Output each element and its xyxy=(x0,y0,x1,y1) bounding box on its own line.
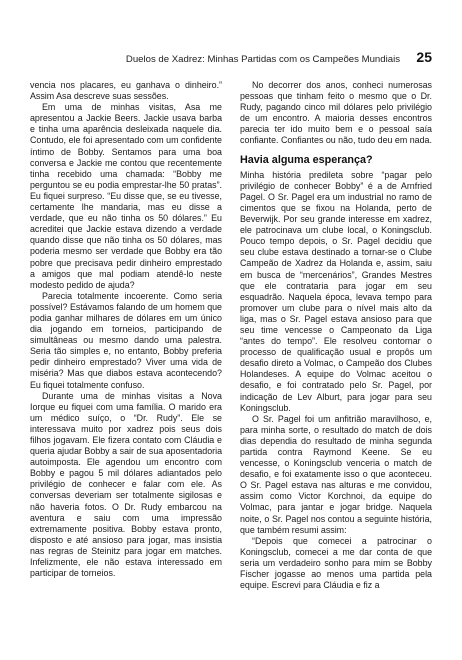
paragraph: O Sr. Pagel foi um anfitrião maravilhoso, e, para minha sorte, o resultado do match de dois dias dependia do resultado de minha segunda partida contra Raymond Keene. Se eu vencesse, o Koningsclub venceria o match de desafio, e foi exatamente isso o que aconteceu. O Sr. Pagel estava nas alturas e me convidou, assim como Victor Korchnoi, da equipe do Volmac, para jantar e jogar bridge. Naquela noite, o Sr. Pagel nos contou a seguinte história, que também resumi assim: xyxy=(240,413,432,535)
paragraph: Parecia totalmente incoerente. Como seria possível? Estávamos falando de um homem que podia ganhar milhares de dólares em um único dia jogando em torneios, participando de simultâneas ou mesmo dando uma palestra. Seria tão simples e, no entanto, Bobby preferia pedir dinheiro emprestado? Viver uma vida de miséria? Mas que diabos estava acontecendo? Eu fiquei totalmente confuso. xyxy=(30,290,222,390)
running-head: Duelos de Xadrez: Minhas Partidas com os Campeões Mundiais xyxy=(125,54,400,65)
right-column xyxy=(240,80,432,591)
paragraph: Em uma de minhas visitas, Asa me apresentou a Jackie Beers. Jackie usava barba e tinha uma aparência desleixada naquele dia. Contudo, ele foi apresentado com um confidente íntimo de Bobby. Sentamos para uma boa conversa e Jackie me contou que recentemente tinha recebido uma chamada: “Bobby me perguntou se eu podia emprestar-lhe 50 pratas”. Eu fiquei surpreso. “Eu disse que, se eu tivesse, certamente lhe mandaria, mas eu disse a verdade, que eu não tinha os 50 dólares.” Eu acreditei que Jackie estava dizendo a verdade quando disse que não tinha os 50 dólares, mas poderia mesmo ser verdade que Bobby era tão pobre que precisava pedir dinheiro emprestado a amigos que mal podiam atendê-lo neste modesto pedido de ajuda? xyxy=(30,102,222,290)
paragraph: “Depois que comecei a patrocinar o Koningsclub, comecei a me dar conta de que seria um verdadeiro sonho para mim se Bobby Fischer jogasse ao menos uma partida pela equipe. Escrevi para Cláudia e fiz a xyxy=(240,535,432,591)
page-number: 25 xyxy=(416,49,432,65)
paragraph: Durante uma de minhas visitas a Nova Iorque eu fiquei com uma família. O marido era um médico suíço, o “Dr. Rudy”. Ele se interessava muito por xadrez pois seus dois filhos jogavam. Ele fizera contato com Cláudia e queria ajudar Bobby a sair de sua aposentadoria autoimposta. Ele agendou um encontro com Bobby e pagou 5 mil dólares adiantados pelo privilégio de conhecer e falar com ele. As conversas deveriam ser totalmente sigilosas e não haveria fotos. O Dr. Rudy embarcou na aventura e saiu com uma impressão extremamente positiva. Bobby estava pronto, disposto e até ansioso para jogar, mas insistia nas regras de Steinitz para jogar em matches. Infelizmente, ele não estava interessado em participar de torneios. xyxy=(30,390,222,579)
section-heading: Havia alguma esperança? xyxy=(240,153,373,166)
paragraph: vencia nos placares, eu ganhava o dinheiro.” Assim Asa descreve suas sessões. xyxy=(30,80,222,102)
paragraph: No decorrer dos anos, conheci numerosas pessoas que tinham feito o mesmo que o Dr. Rudy, pagando cinco mil dólares pelo privilégio de um encontro. A maioria desses encontros parecia ter ido muito bem e o pessoal saía confiante. Confiantes ou não, tudo deu em nada. xyxy=(240,80,432,146)
left-column xyxy=(30,80,222,579)
paragraph: Minha história predileta sobre “pagar pelo privilégio de conhecer Bobby” é a de Arnfried Pagel. O Sr. Pagel era um industrial no ramo de cimentos que se fixou na Holanda, perto de Beverwijk. Por seu grande interesse em xadrez, ele patrocinava um clube local, o Koningsclub. Pouco tempo depois, o Sr. Pagel decidiu que seu clube estava destinado a tornar-se o Clube Campeão de Xadrez da Holanda e, assim, saiu em busca de “mercenários”, Grandes Mestres que ele contrataria para jogar em seu esquadrão. Naquela época, levava tempo para promover um clube para o nível mais alto da liga, mas o Sr. Pagel estava ansioso para que seu time vencesse o Campeonato da Liga “antes do tempo”. Ele resolveu contornar o processo de qualificação usual e propôs um desafio direto a Volmac, o Campeão dos Clubes Holandeses. A equipe do Volmac aceitou o desafio, e foi contratado pelo Sr. Pagel, por indicação de Lev Alburt, para jogar para seu Koningsclub. xyxy=(240,169,432,413)
page-header xyxy=(30,50,432,70)
